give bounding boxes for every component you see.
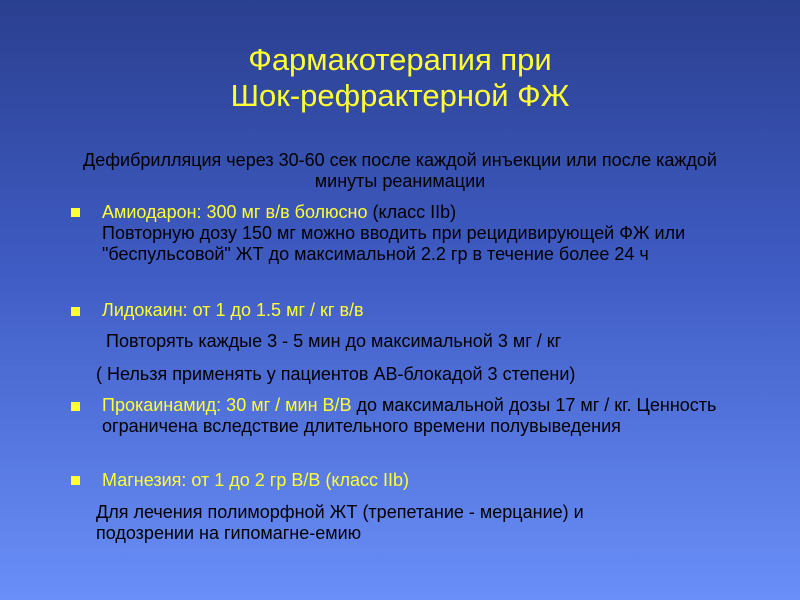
item-highlight: Магнезия: от 1 до 2 гр В/В (класс IIb) xyxy=(102,470,409,490)
slide-title xyxy=(0,42,800,114)
item-highlight: Амиодарон: 300 мг в/в болюсно xyxy=(102,202,368,222)
item-text: до максимальной дозы 17 мг / кг. Ценность ограничена вследствие длительного времени полувыведения xyxy=(102,395,717,436)
list-item-magnesium xyxy=(102,470,732,491)
item-highlight: Прокаинамид: 30 мг / мин В/В xyxy=(102,395,352,415)
bullet-icon xyxy=(71,307,80,316)
bullet-icon xyxy=(71,208,80,217)
title-line-2: Шок-рефрактерной ФЖ xyxy=(230,78,570,113)
item-text: (класс IIb) xyxy=(367,202,457,222)
list-item-amiodarone xyxy=(102,202,732,265)
magnesium-use-note: Для лечения полиморфной ЖТ (трепетание - мерцание) и подозрении на гипомагне-емию xyxy=(96,502,584,543)
title-line-1: Фармакотерапия при xyxy=(248,42,552,77)
lidocaine-repeat-note: Повторять каждые 3 - 5 мин до максимальной 3 мг / кг xyxy=(106,331,562,351)
item-extra: Повторную дозу 150 мг можно вводить при рецидивирующей ФЖ или "беспульсовой" ЖТ до максимальной 2.2 гр в течение более 24 ч xyxy=(102,223,686,264)
bullet-icon xyxy=(71,402,80,411)
list-item-lidocaine xyxy=(102,300,732,321)
item-highlight: Лидокаин: от 1 до 1.5 мг / кг в/в xyxy=(102,300,364,320)
bullet-icon xyxy=(71,476,80,485)
lidocaine-warning-note: ( Нельзя применять у пациентов АВ-блокадой 3 степени) xyxy=(96,364,576,384)
intro-text: Дефибрилляция через 30-60 сек после каждой инъекции или после каждой минуты реанимации xyxy=(83,150,717,191)
list-item-procainamide xyxy=(102,395,732,437)
